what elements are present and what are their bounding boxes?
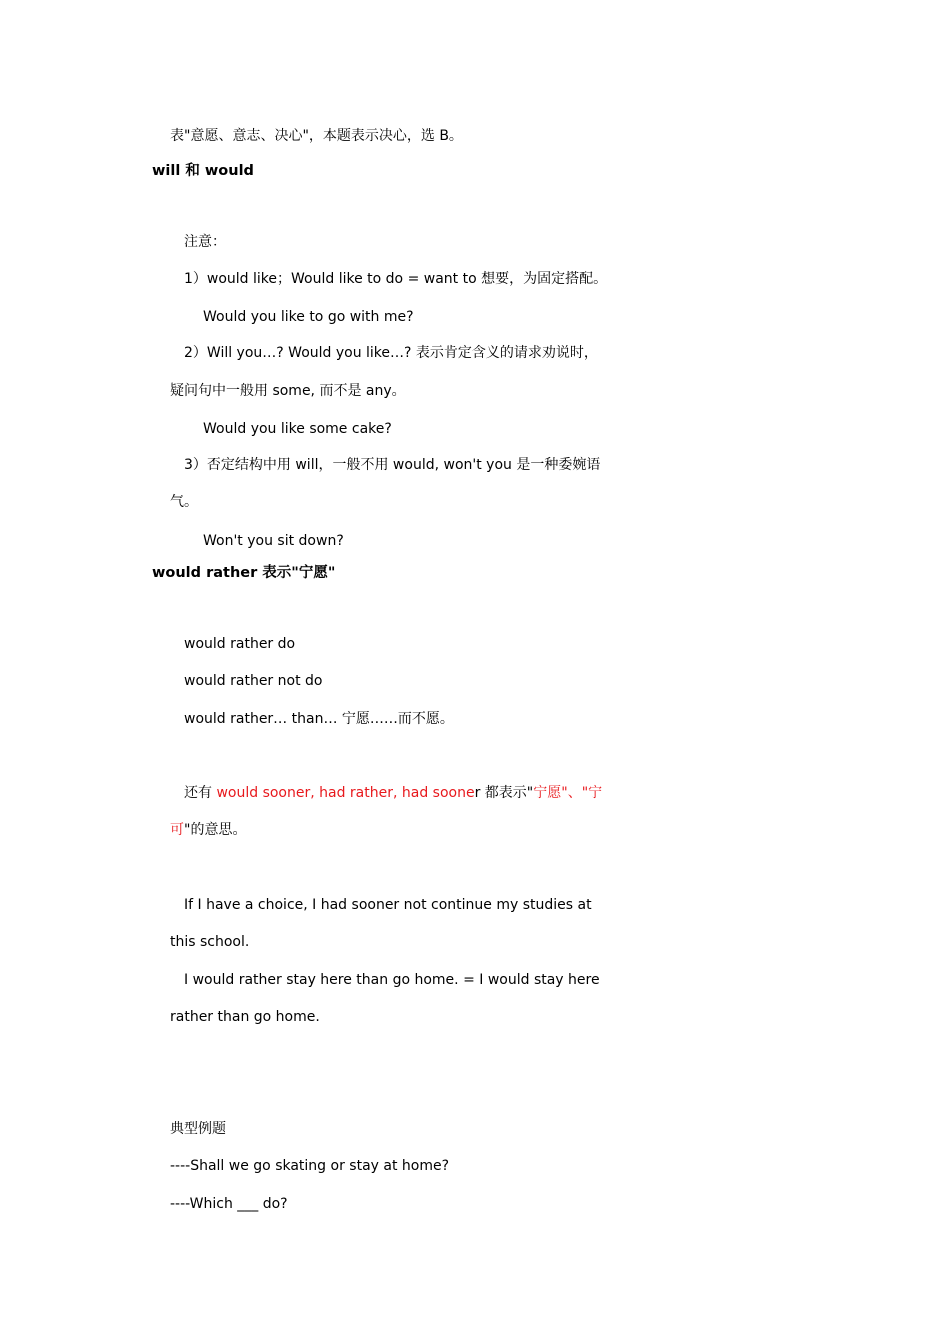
typical-example-label: 典型例题	[170, 1121, 226, 1137]
also-middle: r 都表示"	[474, 785, 534, 801]
pattern-2: would rather not do	[184, 673, 323, 689]
sentence-1-line-1: If I have a choice, I had sooner not continue my studies at	[184, 897, 592, 913]
also-line-2	[170, 820, 246, 840]
pattern-1: would rather do	[184, 636, 296, 652]
point-2-line-2: 疑问句中一般用 some, 而不是 any。	[170, 383, 406, 399]
also-line-1	[184, 783, 602, 803]
point-2-line-1: 2）Will you…? Would you like…? 表示肯定含义的请求劝说时，	[184, 345, 598, 361]
point-1: 1）would like；Would like to do = want to 想要，为固定搭配。	[184, 271, 608, 287]
example-2: Would you like some cake?	[203, 421, 392, 437]
sentence-2-line-2: rather than go home.	[170, 1009, 320, 1025]
section-heading-would-rather: would rather 表示"宁愿"	[152, 565, 336, 581]
example-1: Would you like to go with me?	[203, 309, 414, 325]
also-highlight-end: 可	[170, 822, 184, 838]
point-3-line-1: 3）否定结构中用 will，一般不用 would, won't you 是一种委婉语	[184, 457, 601, 473]
sentence-2-line-1: I would rather stay here than go home. = I would stay here	[184, 972, 600, 988]
note-label: 注意：	[184, 234, 226, 250]
also-rest: "的意思。	[184, 822, 247, 838]
section-heading-will-would: will 和 would	[152, 163, 254, 179]
question-line-2: ----Which ___ do?	[170, 1196, 288, 1212]
question-line-1: ----Shall we go skating or stay at home?	[170, 1158, 450, 1174]
point-3-line-2: 气。	[170, 494, 198, 510]
also-prefix: 还有	[184, 785, 217, 801]
intro-line: 表"意愿、意志、决心"，本题表示决心，选 B。	[170, 128, 463, 144]
pattern-3: would rather… than… 宁愿……而不愿。	[184, 711, 454, 727]
example-3: Won't you sit down?	[203, 533, 344, 549]
sentence-1-line-2: this school.	[170, 934, 250, 950]
also-highlight-phrases: would sooner, had rather, had soone	[216, 785, 475, 801]
also-highlight-meaning: 宁愿"、"宁	[533, 785, 603, 801]
